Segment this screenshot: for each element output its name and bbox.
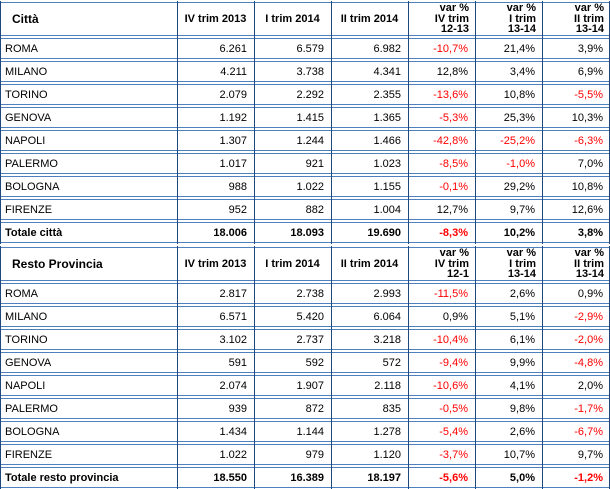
value-cell: 1.434 bbox=[177, 421, 254, 442]
value-cell: 2.738 bbox=[254, 283, 331, 304]
var-cell: -2,0% bbox=[542, 329, 610, 350]
var-cell: -10,7% bbox=[408, 38, 475, 59]
value-cell: 1.415 bbox=[254, 107, 331, 128]
row-label: MILANO bbox=[0, 306, 177, 327]
value-cell: 1.192 bbox=[177, 107, 254, 128]
row-label: Totale resto provincia bbox=[0, 467, 177, 488]
table-row bbox=[0, 153, 610, 174]
value-cell: 5.420 bbox=[254, 306, 331, 327]
column-header-var bbox=[542, 247, 610, 281]
header-row bbox=[0, 2, 610, 36]
var-cell: 29,2% bbox=[475, 176, 542, 197]
value-cell: 882 bbox=[254, 199, 331, 220]
var-cell: -1,0% bbox=[475, 153, 542, 174]
value-cell: 2.737 bbox=[254, 329, 331, 350]
column-header-var bbox=[475, 247, 542, 281]
var-cell: -2,9% bbox=[542, 306, 610, 327]
var-header-line: var % bbox=[506, 2, 536, 15]
value-cell: 19.690 bbox=[331, 222, 408, 243]
var-cell: 10,8% bbox=[475, 84, 542, 105]
table-body bbox=[0, 38, 610, 243]
var-cell: -42,8% bbox=[408, 130, 475, 151]
table-row bbox=[0, 306, 610, 327]
row-label: TORINO bbox=[0, 84, 177, 105]
var-cell: 0,9% bbox=[408, 306, 475, 327]
section-title: Resto Provincia bbox=[0, 247, 177, 281]
var-cell: 12,8% bbox=[408, 61, 475, 82]
total-row bbox=[0, 467, 610, 488]
table-row bbox=[0, 84, 610, 105]
var-cell: -5,5% bbox=[542, 84, 610, 105]
var-cell: 7,0% bbox=[542, 153, 610, 174]
var-cell: 2,6% bbox=[475, 421, 542, 442]
value-cell: 979 bbox=[254, 444, 331, 465]
var-cell: 9,9% bbox=[475, 352, 542, 373]
value-cell: 6.982 bbox=[331, 38, 408, 59]
value-cell: 2.292 bbox=[254, 84, 331, 105]
value-cell: 1.120 bbox=[331, 444, 408, 465]
var-cell: 12,7% bbox=[408, 199, 475, 220]
var-cell: -9,4% bbox=[408, 352, 475, 373]
value-cell: 1.155 bbox=[331, 176, 408, 197]
var-header-line: II trim bbox=[574, 257, 604, 270]
column-header-var bbox=[542, 2, 610, 36]
var-cell: -25,2% bbox=[475, 130, 542, 151]
var-cell: -8,3% bbox=[408, 222, 475, 243]
value-cell: 1.017 bbox=[177, 153, 254, 174]
table-row bbox=[0, 352, 610, 373]
table-row bbox=[0, 199, 610, 220]
section-title: Città bbox=[0, 2, 177, 36]
row-label: FIRENZE bbox=[0, 199, 177, 220]
var-header-line: 13-14 bbox=[575, 268, 604, 281]
var-cell: 6,1% bbox=[475, 329, 542, 350]
value-cell: 1.023 bbox=[331, 153, 408, 174]
var-cell: 12,6% bbox=[542, 199, 610, 220]
var-header-line: var % bbox=[506, 247, 536, 260]
value-cell: 3.738 bbox=[254, 61, 331, 82]
var-header-line: II trim bbox=[574, 12, 604, 25]
total-row bbox=[0, 222, 610, 243]
value-cell: 952 bbox=[177, 199, 254, 220]
value-cell: 6.579 bbox=[254, 38, 331, 59]
var-cell: -5,6% bbox=[408, 467, 475, 488]
var-header-line: IV trim bbox=[434, 12, 469, 25]
table-row bbox=[0, 107, 610, 128]
var-cell: 21,4% bbox=[475, 38, 542, 59]
value-cell: 939 bbox=[177, 398, 254, 419]
value-cell: 18.006 bbox=[177, 222, 254, 243]
table-body bbox=[0, 283, 610, 488]
value-cell: 3.102 bbox=[177, 329, 254, 350]
var-cell: 2,0% bbox=[542, 375, 610, 396]
var-header-line: var % bbox=[574, 247, 604, 260]
table-row bbox=[0, 130, 610, 151]
var-cell: -5,4% bbox=[408, 421, 475, 442]
value-cell: 1.307 bbox=[177, 130, 254, 151]
var-header-line: 13-14 bbox=[507, 268, 536, 281]
var-cell: 25,3% bbox=[475, 107, 542, 128]
value-cell: 591 bbox=[177, 352, 254, 373]
value-cell: 1.365 bbox=[331, 107, 408, 128]
value-cell: 1.907 bbox=[254, 375, 331, 396]
column-header-quarter: I trim 2014 bbox=[254, 247, 331, 281]
value-cell: 1.278 bbox=[331, 421, 408, 442]
value-cell: 18.093 bbox=[254, 222, 331, 243]
value-cell: 1.144 bbox=[254, 421, 331, 442]
row-label: ROMA bbox=[0, 283, 177, 304]
var-header-line: 12-1 bbox=[446, 268, 469, 281]
value-cell: 18.550 bbox=[177, 467, 254, 488]
value-cell: 4.211 bbox=[177, 61, 254, 82]
value-cell: 592 bbox=[254, 352, 331, 373]
column-header-quarter: IV trim 2013 bbox=[177, 2, 254, 36]
table-row bbox=[0, 329, 610, 350]
table-row bbox=[0, 375, 610, 396]
var-cell: 3,4% bbox=[475, 61, 542, 82]
value-cell: 872 bbox=[254, 398, 331, 419]
var-cell: -3,7% bbox=[408, 444, 475, 465]
column-header-var bbox=[408, 2, 475, 36]
value-cell: 1.004 bbox=[331, 199, 408, 220]
row-label: GENOVA bbox=[0, 352, 177, 373]
value-cell: 16.389 bbox=[254, 467, 331, 488]
table-row bbox=[0, 38, 610, 59]
row-label: Totale città bbox=[0, 222, 177, 243]
row-label: FIRENZE bbox=[0, 444, 177, 465]
var-cell: 4,1% bbox=[475, 375, 542, 396]
value-cell: 2.118 bbox=[331, 375, 408, 396]
var-header-line: IV trim bbox=[434, 257, 469, 270]
row-label: BOLOGNA bbox=[0, 176, 177, 197]
var-cell: 6,9% bbox=[542, 61, 610, 82]
row-label: TORINO bbox=[0, 329, 177, 350]
header-row bbox=[0, 247, 610, 281]
var-header-line: var % bbox=[439, 2, 469, 15]
var-cell: -0,5% bbox=[408, 398, 475, 419]
column-header-quarter: II trim 2014 bbox=[331, 247, 408, 281]
table-row bbox=[0, 283, 610, 304]
row-label: PALERMO bbox=[0, 153, 177, 174]
var-cell: 3,9% bbox=[542, 38, 610, 59]
column-header-quarter: I trim 2014 bbox=[254, 2, 331, 36]
row-label: NAPOLI bbox=[0, 130, 177, 151]
var-cell: 9,7% bbox=[542, 444, 610, 465]
var-cell: -13,6% bbox=[408, 84, 475, 105]
value-cell: 835 bbox=[331, 398, 408, 419]
table-row bbox=[0, 61, 610, 82]
value-cell: 2.079 bbox=[177, 84, 254, 105]
value-cell: 1.022 bbox=[177, 444, 254, 465]
column-header-var bbox=[408, 247, 475, 281]
value-cell: 18.197 bbox=[331, 467, 408, 488]
row-label: BOLOGNA bbox=[0, 421, 177, 442]
var-cell: -0,1% bbox=[408, 176, 475, 197]
var-cell: -6,3% bbox=[542, 130, 610, 151]
var-header-line: 12-13 bbox=[440, 23, 469, 36]
var-header-line: 13-14 bbox=[575, 23, 604, 36]
var-header-line: 13-14 bbox=[507, 23, 536, 36]
var-header-line: I trim bbox=[509, 257, 536, 270]
var-cell: -10,4% bbox=[408, 329, 475, 350]
value-cell: 2.993 bbox=[331, 283, 408, 304]
value-cell: 2.355 bbox=[331, 84, 408, 105]
table-row bbox=[0, 398, 610, 419]
var-cell: 0,9% bbox=[542, 283, 610, 304]
var-cell: -6,7% bbox=[542, 421, 610, 442]
var-cell: -11,5% bbox=[408, 283, 475, 304]
var-cell: 10,7% bbox=[475, 444, 542, 465]
table-row bbox=[0, 421, 610, 442]
row-label: GENOVA bbox=[0, 107, 177, 128]
var-cell: 10,3% bbox=[542, 107, 610, 128]
row-label: PALERMO bbox=[0, 398, 177, 419]
value-cell: 572 bbox=[331, 352, 408, 373]
value-cell: 1.466 bbox=[331, 130, 408, 151]
value-cell: 6.571 bbox=[177, 306, 254, 327]
var-cell: 9,7% bbox=[475, 199, 542, 220]
var-cell: 10,8% bbox=[542, 176, 610, 197]
var-cell: 5,0% bbox=[475, 467, 542, 488]
column-header-quarter: IV trim 2013 bbox=[177, 247, 254, 281]
var-header-line: I trim bbox=[509, 12, 536, 25]
var-cell: 3,8% bbox=[542, 222, 610, 243]
value-cell: 4.341 bbox=[331, 61, 408, 82]
table-row bbox=[0, 176, 610, 197]
var-cell: -8,5% bbox=[408, 153, 475, 174]
var-cell: -5,3% bbox=[408, 107, 475, 128]
value-cell: 2.817 bbox=[177, 283, 254, 304]
column-header-quarter: II trim 2014 bbox=[331, 2, 408, 36]
data-table bbox=[0, 245, 610, 489]
var-cell: -1,2% bbox=[542, 467, 610, 488]
row-label: MILANO bbox=[0, 61, 177, 82]
var-header-line: var % bbox=[574, 2, 604, 15]
value-cell: 1.022 bbox=[254, 176, 331, 197]
var-cell: -4,8% bbox=[542, 352, 610, 373]
var-cell: -1,7% bbox=[542, 398, 610, 419]
table-section bbox=[0, 245, 610, 489]
value-cell: 2.074 bbox=[177, 375, 254, 396]
column-header-var bbox=[475, 2, 542, 36]
var-cell: 5,1% bbox=[475, 306, 542, 327]
var-cell: 2,6% bbox=[475, 283, 542, 304]
value-cell: 3.218 bbox=[331, 329, 408, 350]
var-cell: 10,2% bbox=[475, 222, 542, 243]
value-cell: 988 bbox=[177, 176, 254, 197]
value-cell: 921 bbox=[254, 153, 331, 174]
row-label: NAPOLI bbox=[0, 375, 177, 396]
var-cell: -10,6% bbox=[408, 375, 475, 396]
row-label: ROMA bbox=[0, 38, 177, 59]
value-cell: 1.244 bbox=[254, 130, 331, 151]
var-header-line: var % bbox=[439, 247, 469, 260]
var-cell: 9,8% bbox=[475, 398, 542, 419]
value-cell: 6.261 bbox=[177, 38, 254, 59]
value-cell: 6.064 bbox=[331, 306, 408, 327]
table-row bbox=[0, 444, 610, 465]
